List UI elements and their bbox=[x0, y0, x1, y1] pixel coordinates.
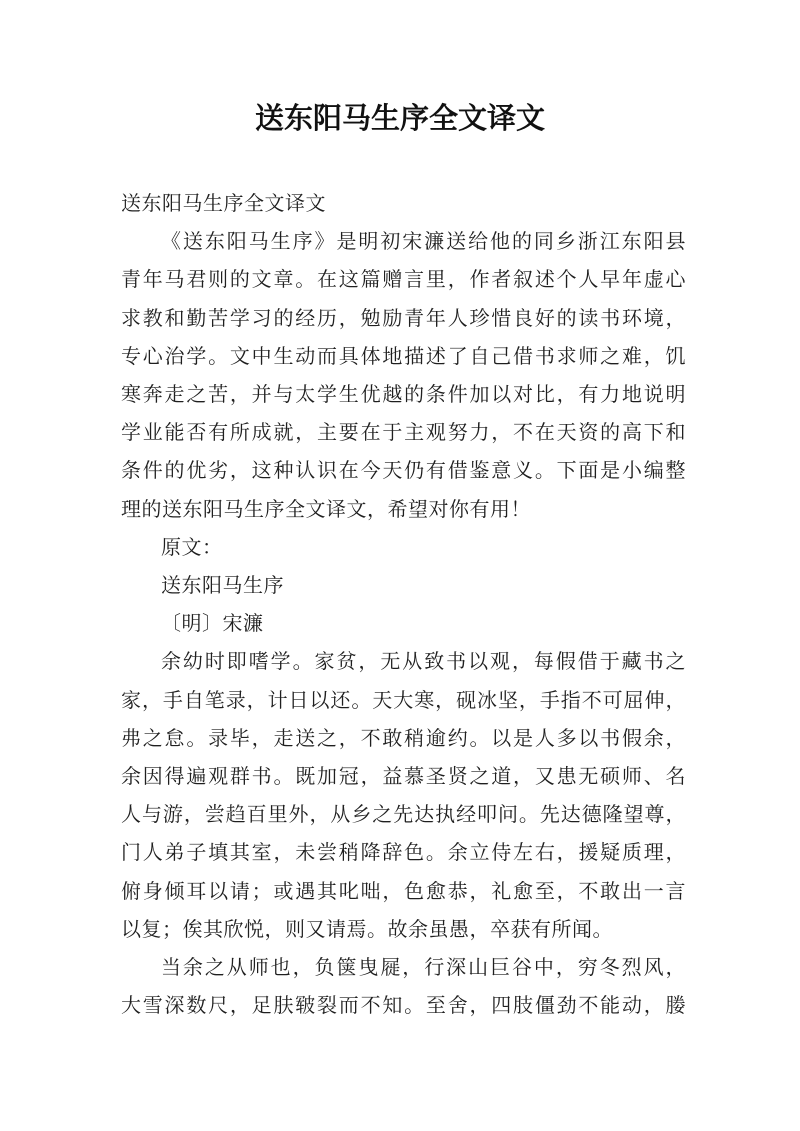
text-line: 学业能否有所成就，主要在于主观努力，不在天资的高下和 bbox=[121, 420, 686, 445]
text-line: 寒奔走之苦，并与太学生优越的条件加以对比，有力地说明 bbox=[121, 382, 686, 407]
text-line: 条件的优劣，这种认识在今天仍有借鉴意义。下面是小编整 bbox=[121, 458, 686, 483]
work-title: 送东阳马生序 bbox=[161, 573, 284, 598]
text-line: 俯身倾耳以请；或遇其叱咄，色愈恭，礼愈至，不敢出一言 bbox=[121, 878, 686, 903]
document-body bbox=[121, 184, 686, 1024]
intro-paragraph bbox=[121, 222, 686, 528]
text-line: 余幼时即嗜学。家贫，无从致书以观，每假借于藏书之 bbox=[161, 649, 686, 674]
text-line: 专心治学。文中生动而具体地描述了自己借书求师之难，饥 bbox=[121, 343, 686, 368]
text-line: 青年马君则的文章。在这篇赠言里，作者叙述个人早年虚心 bbox=[121, 267, 686, 292]
document-title: 送东阳马生序全文译文 bbox=[254, 101, 545, 135]
text-line: 门人弟子填其室，未尝稍降辞色。余立侍左右，援疑质理， bbox=[121, 840, 686, 865]
text-line: 以复；俟其欣悦，则又请焉。故余虽愚，卒获有所闻。 bbox=[121, 916, 613, 941]
text-line: 人与游，尝趋百里外，从乡之先达执经叩问。先达德隆望尊， bbox=[121, 802, 686, 827]
text-line: 《送东阳马生序》是明初宋濂送给他的同乡浙江东阳县 bbox=[161, 229, 686, 254]
original-label: 原文： bbox=[161, 534, 223, 559]
section-heading: 送东阳马生序全文译文 bbox=[121, 191, 326, 215]
text-line: 弗之怠。录毕，走送之，不敢稍逾约。以是人多以书假余， bbox=[121, 725, 686, 750]
text-line: 理的送东阳马生序全文译文，希望对你有用！ bbox=[121, 496, 531, 521]
author-line: 〔明〕宋濂 bbox=[161, 611, 264, 636]
text-line: 家，手自笔录，计日以还。天大寒，砚冰坚，手指不可屈伸， bbox=[121, 687, 686, 712]
text-line: 求教和勤苦学习的经历，勉励青年人珍惜良好的读书环境， bbox=[121, 305, 686, 330]
text-line: 大雪深数尺，足肤皲裂而不知。至舍，四肢僵劲不能动，媵 bbox=[121, 993, 686, 1018]
text-line: 余因得遍观群书。既加冠，益慕圣贤之道，又患无硕师、名 bbox=[121, 764, 686, 789]
text-line: 当余之从师也，负箧曳屣，行深山巨谷中，穷冬烈风， bbox=[161, 955, 686, 980]
original-paragraph-1 bbox=[121, 642, 686, 948]
original-paragraph-2 bbox=[121, 948, 686, 1024]
